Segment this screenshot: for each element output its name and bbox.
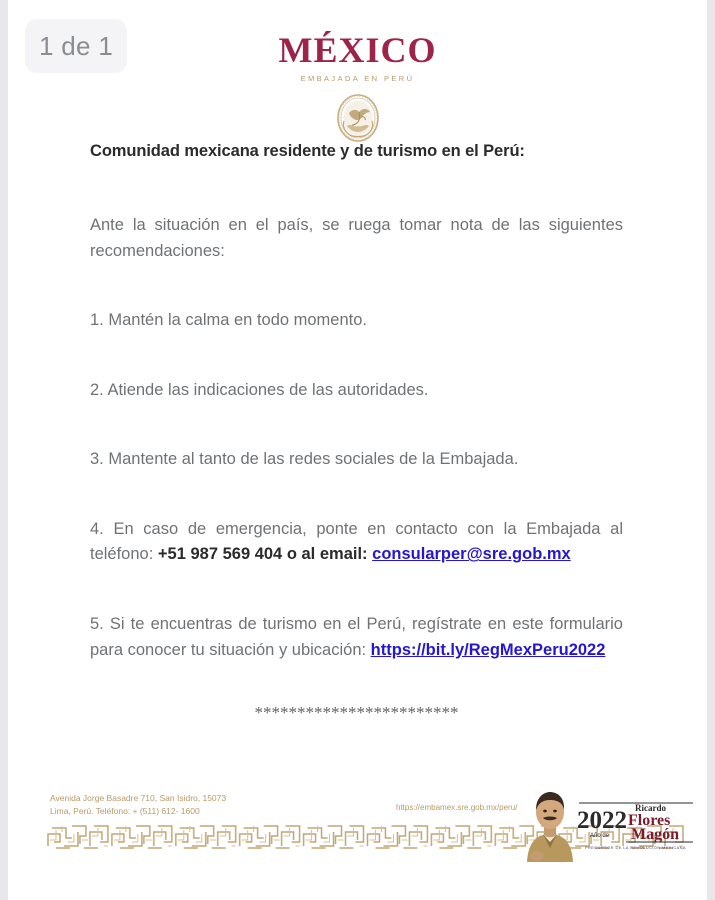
intro-paragraph: Ante la situación en el país, se ruega tomar nota de las siguientes recomendaciones: (90, 216, 623, 260)
list-item-3 (90, 447, 623, 473)
page-indicator-label: 1 de 1 (39, 30, 114, 61)
list-item-3-number: 3. (90, 450, 104, 469)
embassy-website-url: https://embamex.sre.gob.mx/peru/ (396, 803, 518, 812)
list-item-1-text: Mantén la calma en todo momento. (108, 311, 368, 330)
mexican-coat-of-arms-seal-icon (335, 93, 381, 143)
list-item-4 (90, 517, 623, 568)
embassy-address (50, 792, 226, 818)
document-heading: Comunidad mexicana residente y de turismo en el Perú: (90, 142, 525, 160)
asterisk-separator: ************************ (254, 703, 459, 723)
emblem-tagline: PRECURSOR DE LA REVOLUCIÓN MEXICANA (585, 845, 686, 850)
registration-form-link[interactable]: https://bit.ly/RegMexPeru2022 (370, 640, 606, 659)
emblem-year: 2022 (577, 807, 627, 834)
commemorative-emblem (515, 780, 701, 866)
list-item-2 (90, 378, 623, 404)
document-content (8, 140, 707, 723)
list-item-5 (90, 612, 623, 663)
list-item-4-text: En caso de emergencia, ponte en contacto con la Embajada al teléfono: (90, 519, 623, 564)
consular-email-link[interactable]: consularper@sre.gob.mx (372, 545, 571, 564)
emblem-surname-2: Magón (631, 826, 679, 843)
emblem-first-name: Ricardo (635, 803, 666, 813)
list-item-4-text-middle: o al email: (286, 545, 368, 564)
mexico-wordmark: MÉXICO (278, 30, 437, 70)
list-item-2-number: 2. (90, 380, 104, 399)
embassy-subtitle: EMBAJADA EN PERÚ (300, 74, 415, 83)
list-item-2-text: Atiende las indicaciones de las autoridades. (107, 380, 429, 399)
address-line-2: Lima, Perú. Teléfono: + (511) 612- 1600 (50, 805, 200, 816)
address-line-1: Avenida Jorge Basadre 710, San Isidro, 15073 (50, 793, 227, 803)
document-footer (8, 784, 707, 870)
list-item-1-number: 1. (90, 311, 104, 330)
coat-of-arms-seal-wrap (8, 93, 707, 145)
emblem-ano-de: Año de (590, 833, 610, 839)
list-item-5-number: 5. (90, 615, 104, 634)
list-item-3-text: Mantente al tanto de las redes sociales de la Embajada. (108, 450, 519, 469)
document-page (8, 0, 707, 900)
list-item-5-text: Si te encuentras de turismo en el Perú, regístrate en este formulario para conocer tu situación y ubicación: (90, 615, 623, 659)
emblem-surname-1: Flores (628, 812, 671, 829)
list-item-1 (90, 308, 623, 334)
emergency-phone-number: +51 987 569 404 (157, 545, 283, 564)
page-indicator-badge[interactable] (25, 19, 127, 73)
emblem-text-icon (571, 794, 699, 852)
list-item-4-number: 4. (90, 519, 104, 538)
